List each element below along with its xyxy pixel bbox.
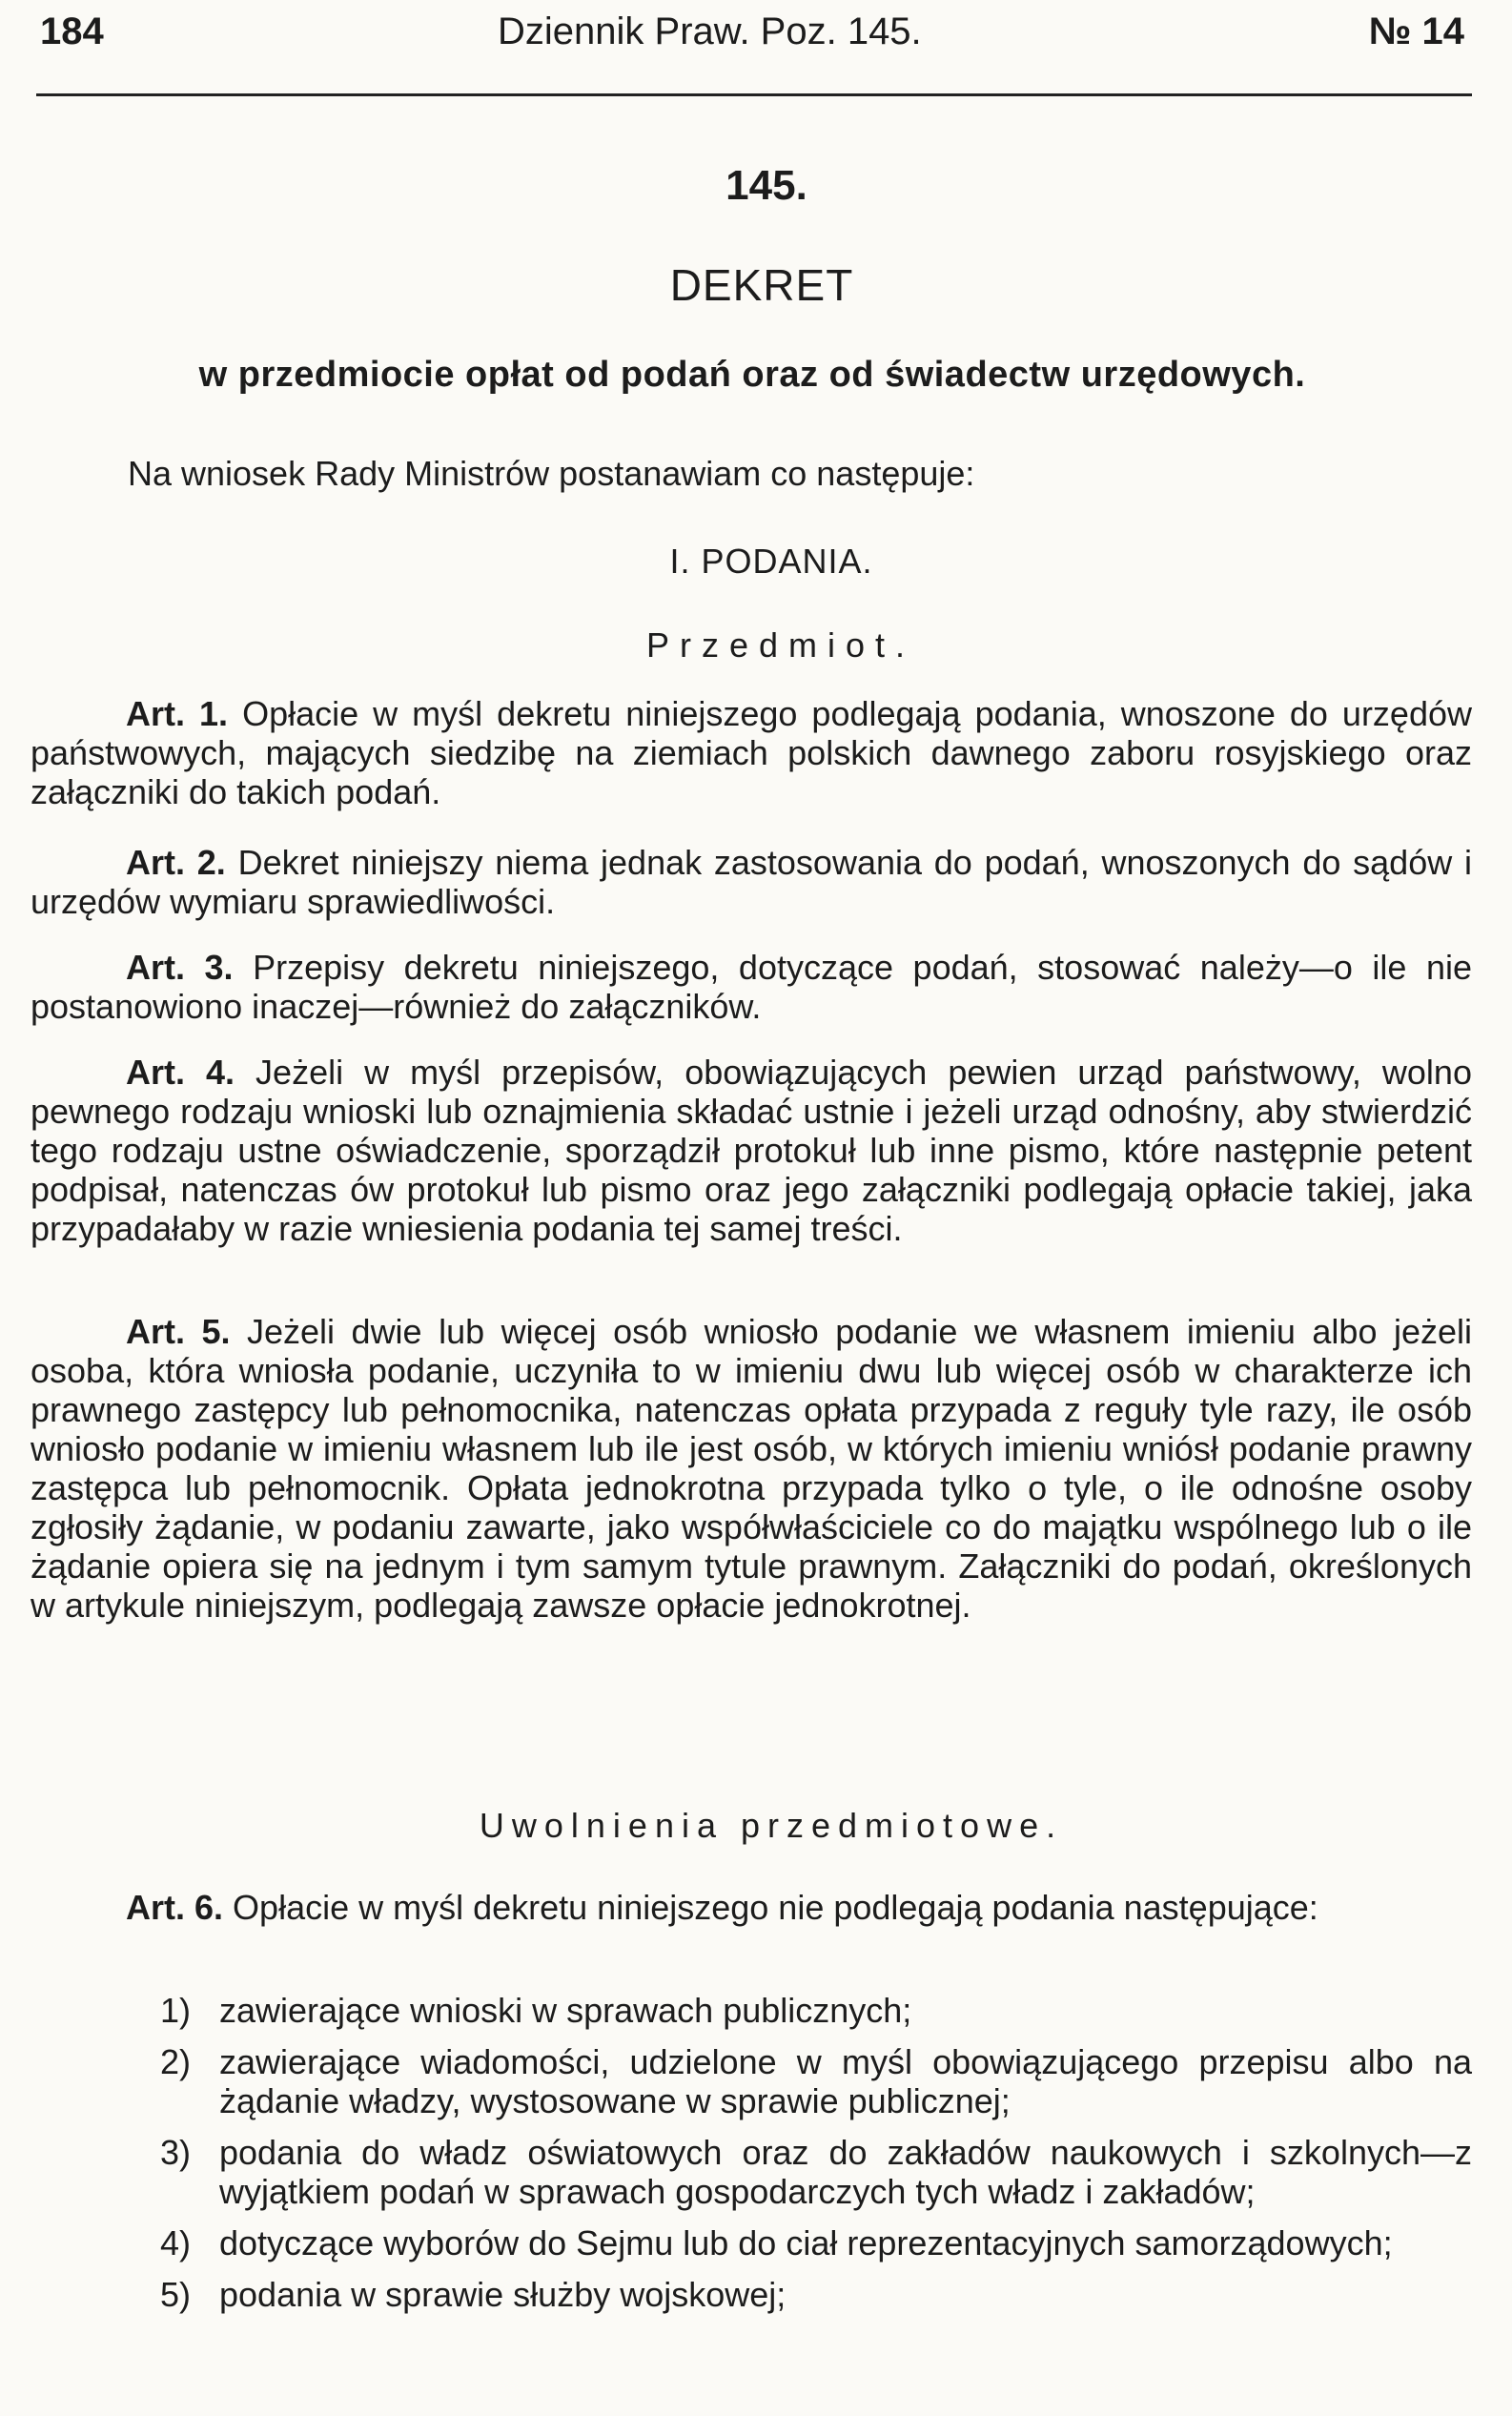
article-2 bbox=[31, 843, 1472, 921]
article-6 bbox=[31, 1888, 1472, 1927]
article-label: Art. 1. bbox=[126, 694, 229, 733]
page-number: 184 bbox=[40, 10, 104, 52]
list-item bbox=[31, 1991, 1472, 2030]
item-number: 4) bbox=[159, 2223, 191, 2262]
page-header bbox=[31, 2, 1474, 61]
list-item bbox=[31, 2133, 1472, 2211]
subsection-heading-2: Uwolnienia przedmiotowe. bbox=[479, 1806, 1064, 1845]
article-text: Jeżeli w myśl przepisów, obowiązujących pewien urząd państwowy, wolno pewnego rodzaju wnioski lub oznajmienia składać ustnie i jeżeli urząd odnośny, aby stwierdzić tego rodzaju ustne oświadczenie, sporządził protokuł lub inne pismo, które następnie petent podpisał, natenczas ów protokuł lub pismo oraz jego załączniki podlegają opłacie takiej, jaka przypadałaby w razie wniesienia podania tej samej treści. bbox=[31, 1053, 1472, 1248]
article-label: Art. 2. bbox=[126, 843, 226, 882]
item-number: 2) bbox=[159, 2042, 191, 2081]
article-text: Opłacie w myśl dekretu niniejszego nie podlegają podania następujące: bbox=[233, 1888, 1318, 1927]
article-3 bbox=[31, 948, 1472, 1026]
item-text: podania do władz oświatowych oraz do zakładów naukowych i szkolnych—z wyjątkiem podań w sprawach gospodarczych tych władz i zakładów; bbox=[219, 2133, 1472, 2211]
item-text: dotyczące wyborów do Sejmu lub do ciał reprezentacyjnych samorządowych; bbox=[219, 2223, 1393, 2262]
document-subject: w przedmiocie opłat od podań oraz od świadectw urzędowych. bbox=[198, 355, 1306, 395]
article-label: Art. 5. bbox=[126, 1312, 231, 1351]
article-1 bbox=[31, 694, 1472, 811]
item-text: podania w sprawie służby wojskowej; bbox=[219, 2275, 787, 2314]
article-4 bbox=[31, 1053, 1472, 1248]
item-text: zawierające wnioski w sprawach publicznych; bbox=[219, 1991, 912, 2030]
issue-number: № 14 bbox=[1368, 10, 1464, 52]
item-number: 1) bbox=[159, 1991, 191, 2030]
article-label: Art. 4. bbox=[126, 1053, 235, 1092]
list-item bbox=[31, 2275, 1472, 2314]
article-5 bbox=[31, 1312, 1472, 1625]
journal-title: Dziennik Praw. Poz. 145. bbox=[498, 10, 922, 52]
document-type: DEKRET bbox=[669, 260, 854, 310]
header-divider bbox=[36, 93, 1472, 96]
exemption-list bbox=[31, 1991, 1472, 2326]
list-item bbox=[31, 2223, 1472, 2262]
item-text: zawierające wiadomości, udzielone w myśl obowiązującego przepisu albo na żądanie władzy, wystosowane w sprawie publicznej; bbox=[219, 2042, 1472, 2120]
article-text: Opłacie w myśl dekretu niniejszego podlegają podania, wnoszone do urzędów państwowych, mających siedzibę na ziemiach polskich dawnego zaboru rosyjskiego oraz załączniki do takich podań. bbox=[31, 694, 1472, 811]
position-number: 145. bbox=[725, 162, 807, 209]
article-label: Art. 3. bbox=[126, 948, 234, 987]
item-number: 3) bbox=[159, 2133, 191, 2172]
subsection-heading: Przedmiot. bbox=[645, 625, 916, 665]
article-text: Przepisy dekretu niniejszego, dotyczące podań, stosować należy—o ile nie postanowiono inaczej—również do załączników. bbox=[31, 948, 1472, 1026]
preamble: Na wniosek Rady Ministrów postanawiam co następuje: bbox=[128, 454, 975, 493]
article-text: Jeżeli dwie lub więcej osób wniosło podanie we własnem imieniu albo jeżeli osoba, która wniosła podanie, uczyniła to w imieniu dwu lub więcej osób w charakterze ich prawnego zastępcy lub pełnomocnika, natenczas opłata przypada z reguły tyle razy, ile osób wniosło podanie w imieniu własnem lub ile jest osób, w których imieniu wniósł podanie prawny zastępca lub pełnomocnik. Opłata jednokrotna przypada tylko o tyle, o ile odnośne osoby zgłosiły żądanie, w podaniu zawarte, jako współwłaściciele co do majątku wspólnego lub o ile żądanie opiera się na jednym i tym samym tytule prawnym. Załączniki do podań, określonych w artykule niniejszym, podlegają zawsze opłacie jednokrotnej. bbox=[31, 1312, 1472, 1625]
list-item bbox=[31, 2042, 1472, 2120]
article-text: Dekret niniejszy niema jednak zastosowania do podań, wnoszonych do sądów i urzędów wymiaru sprawiedliwości. bbox=[31, 843, 1472, 921]
item-number: 5) bbox=[159, 2275, 191, 2314]
section-title: I. PODANIA. bbox=[669, 542, 873, 581]
article-label: Art. 6. bbox=[126, 1888, 224, 1927]
